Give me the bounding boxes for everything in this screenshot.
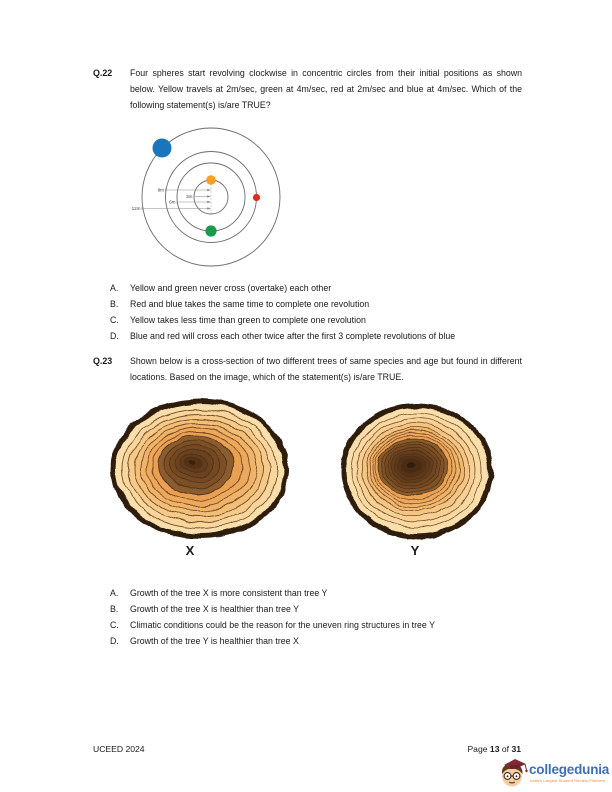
radius-label-6m: 6m — [169, 199, 176, 205]
collegedunia-tagline: India's Largest Student Review Platform — [530, 778, 605, 783]
q22-option-d — [110, 331, 455, 341]
radius-label-8m: 8m — [157, 187, 164, 193]
q23-option-a — [110, 588, 327, 598]
tree-y-cross-section — [337, 399, 497, 545]
collegedunia-mascot-icon — [498, 756, 528, 790]
green-sphere — [205, 225, 216, 236]
radius-labels — [132, 188, 193, 212]
q23-option-c-letter: C. — [110, 620, 119, 630]
q23-option-b-letter: B. — [110, 604, 119, 614]
footer-exam-name: UCEED 2024 — [93, 744, 145, 754]
q23-option-a-text: Growth of the tree X is more consistent than tree Y — [130, 588, 328, 598]
footer-page-indicator — [380, 744, 521, 754]
q23-option-d — [110, 636, 299, 646]
red-sphere — [253, 194, 260, 201]
q23-option-d-letter: D. — [110, 636, 119, 646]
dimension-arrowheads — [207, 189, 211, 210]
collegedunia-logo — [498, 756, 612, 790]
q22-option-c-text: Yellow takes less time than green to complete one revolution — [130, 315, 366, 325]
radius-label-3m: 3m — [186, 194, 193, 200]
q23-option-c — [110, 620, 435, 630]
footer-page-number: 13 — [489, 744, 500, 754]
q23-option-c-text: Climatic conditions could be the reason for the uneven ring structures in tree Y — [130, 620, 435, 630]
q22-option-c-letter: C. — [110, 315, 119, 325]
q22-option-d-text: Blue and red will cross each other twice after the first 3 complete revolutions of blue — [130, 331, 456, 341]
q22-text: Four spheres start revolving clockwise in concentric circles from their initial positions as shown below. Yellow travels at 2m/sec, green at 4m/sec, red at 2m/sec and blue at 4m/sec. Which of the following statement(s) is/are TRUE? — [130, 68, 522, 110]
q23-number: Q.23 — [93, 356, 113, 366]
q23-option-d-text: Growth of the tree Y is healthier than tree X — [130, 636, 299, 646]
footer-page-of: of — [499, 744, 512, 754]
q22-orbit-diagram — [128, 122, 303, 277]
q22-option-c — [110, 315, 366, 325]
q23-option-b — [110, 604, 299, 614]
q22-option-b-letter: B. — [110, 299, 119, 309]
q23-option-a-letter: A. — [110, 588, 119, 598]
yellow-sphere — [206, 175, 216, 185]
footer-page-total: 31 — [511, 744, 521, 754]
tree-y-label: Y — [410, 543, 420, 558]
tree-x-rings — [111, 399, 289, 539]
q22-option-a — [110, 283, 331, 293]
tree-x-label: X — [185, 543, 195, 558]
q23-text: Shown below is a cross-section of two different trees of same species and age but found in different locations. Based on the image, which of the statement(s) is/are TRUE. — [130, 356, 522, 382]
q22-option-b-text: Red and blue takes the same time to complete one revolution — [130, 299, 370, 309]
q22-option-a-text: Yellow and green never cross (overtake) each other — [130, 283, 332, 293]
q22-option-b — [110, 299, 369, 309]
q22-number: Q.22 — [93, 68, 113, 78]
tree-y-rings — [341, 403, 493, 539]
tree-x-cross-section — [106, 396, 294, 546]
radius-label-12m: 12m — [131, 206, 141, 212]
q23-option-b-text: Growth of the tree X is healthier than tree Y — [130, 604, 300, 614]
footer-page-prefix: Page — [467, 744, 490, 754]
q22-option-d-letter: D. — [110, 331, 119, 341]
q22-option-a-letter: A. — [110, 283, 119, 293]
collegedunia-brand-text: collegedunia — [529, 762, 610, 777]
blue-sphere — [153, 139, 172, 158]
